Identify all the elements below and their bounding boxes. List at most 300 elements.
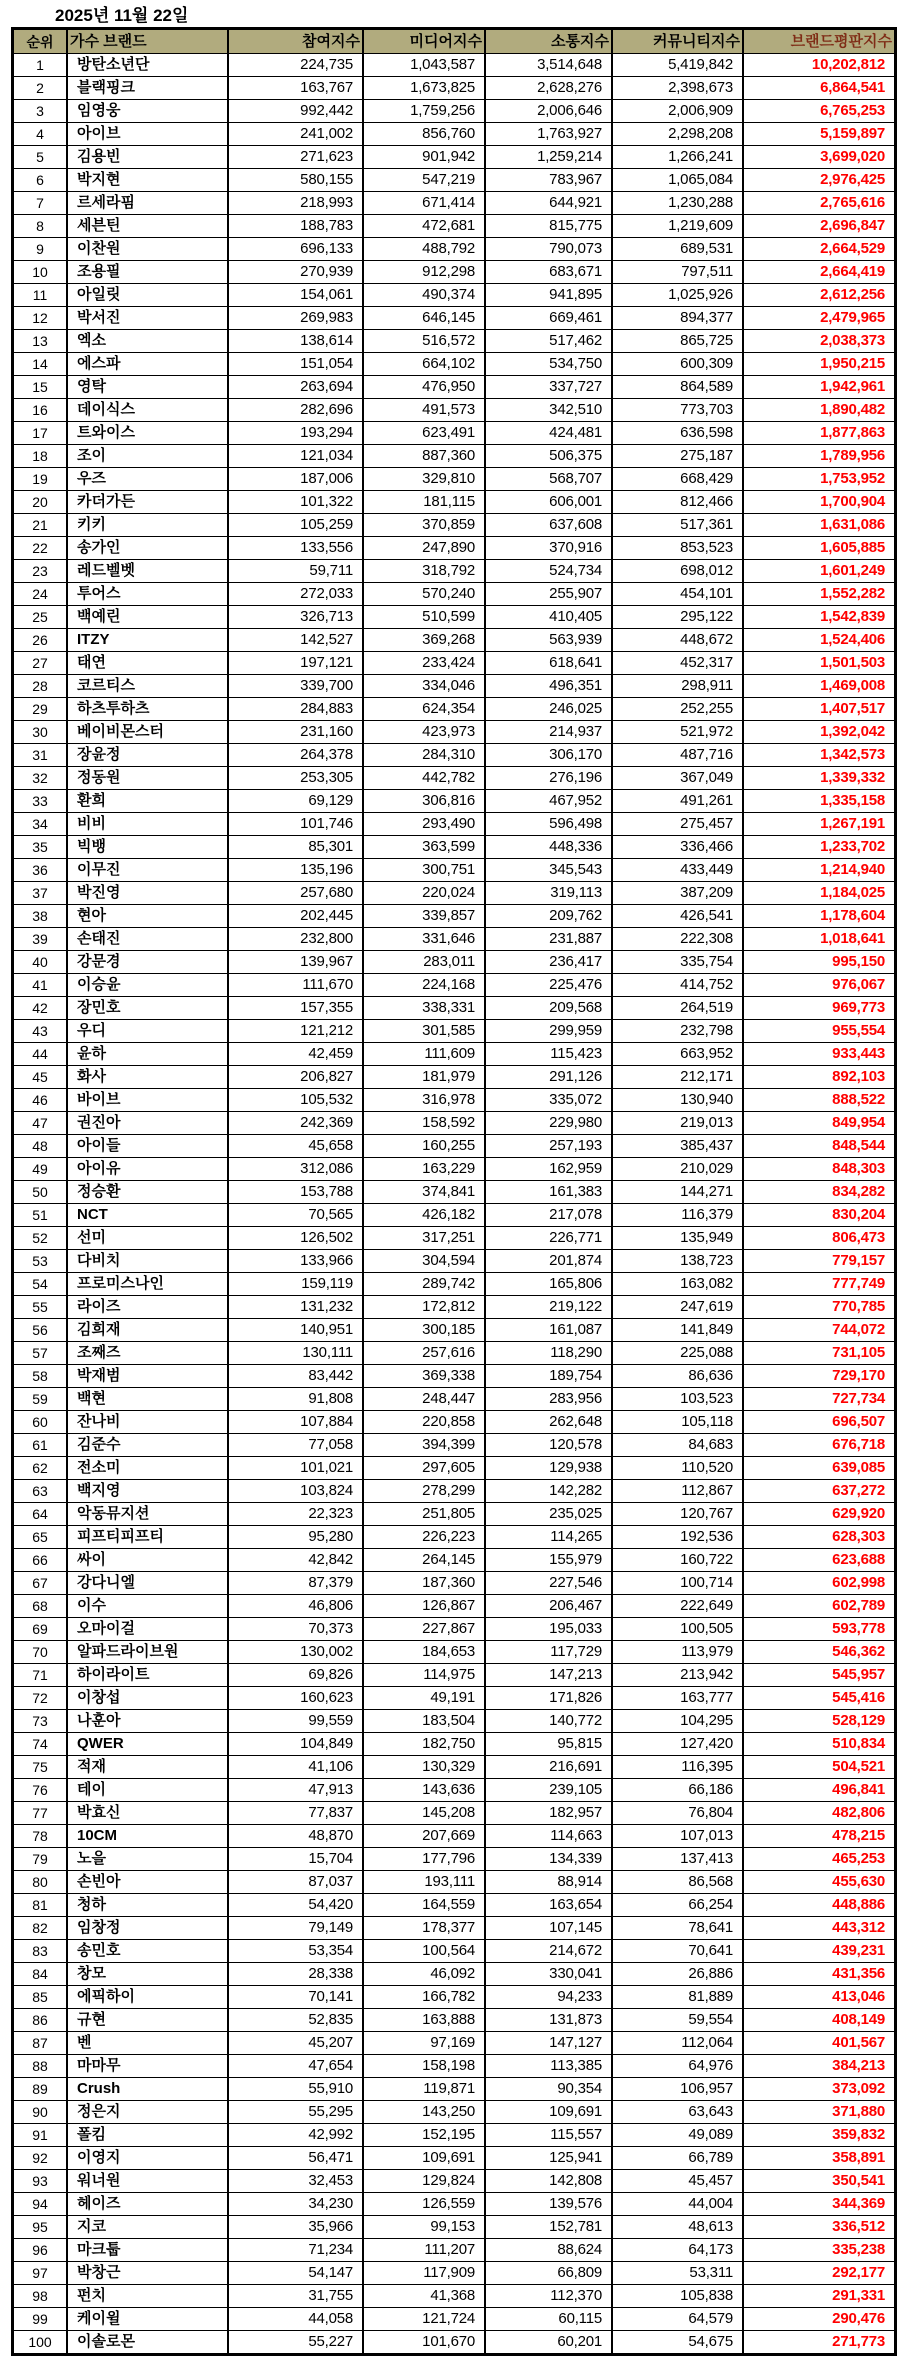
rank-cell: 80: [13, 1871, 68, 1894]
artist-cell: 아이들: [67, 1135, 228, 1158]
media-index-cell: 121,724: [363, 2308, 485, 2331]
participation-index-cell: 42,842: [228, 1549, 363, 1572]
community-index-cell: 112,064: [612, 2032, 743, 2055]
rank-cell: 34: [13, 813, 68, 836]
media-index-cell: 394,399: [363, 1434, 485, 1457]
media-index-cell: 101,670: [363, 2331, 485, 2355]
participation-index-cell: 284,883: [228, 698, 363, 721]
table-row: [13, 537, 896, 560]
reputation-index-cell: 431,356: [743, 1963, 896, 1986]
communication-index-cell: 534,750: [485, 353, 612, 376]
media-index-cell: 158,198: [363, 2055, 485, 2078]
media-index-cell: 164,559: [363, 1894, 485, 1917]
header-communication-index: 소통지수: [485, 29, 612, 54]
rank-cell: 29: [13, 698, 68, 721]
community-index-cell: 2,298,208: [612, 123, 743, 146]
table-row: [13, 77, 896, 100]
community-index-cell: 517,361: [612, 514, 743, 537]
media-index-cell: 339,857: [363, 905, 485, 928]
participation-index-cell: 696,133: [228, 238, 363, 261]
reputation-index-cell: 676,718: [743, 1434, 896, 1457]
participation-index-cell: 85,301: [228, 836, 363, 859]
table-row: [13, 445, 896, 468]
rank-cell: 100: [13, 2331, 68, 2355]
media-index-cell: 283,011: [363, 951, 485, 974]
artist-cell: 윤하: [67, 1043, 228, 1066]
table-row: [13, 2216, 896, 2239]
table-row: [13, 1365, 896, 1388]
table-row: [13, 2032, 896, 2055]
header-row: [13, 29, 896, 54]
communication-index-cell: 217,078: [485, 1204, 612, 1227]
community-index-cell: 426,541: [612, 905, 743, 928]
communication-index-cell: 669,461: [485, 307, 612, 330]
media-index-cell: 177,796: [363, 1848, 485, 1871]
media-index-cell: 363,599: [363, 836, 485, 859]
participation-index-cell: 59,711: [228, 560, 363, 583]
communication-index-cell: 239,105: [485, 1779, 612, 1802]
rank-cell: 90: [13, 2101, 68, 2124]
rank-cell: 69: [13, 1618, 68, 1641]
community-index-cell: 107,013: [612, 1825, 743, 1848]
participation-index-cell: 22,323: [228, 1503, 363, 1526]
table-row: [13, 1388, 896, 1411]
rank-cell: 8: [13, 215, 68, 238]
report-date: 2025년 11월 22일: [55, 6, 189, 25]
media-index-cell: 158,592: [363, 1112, 485, 1135]
rank-cell: 13: [13, 330, 68, 353]
reputation-index-cell: 1,890,482: [743, 399, 896, 422]
communication-index-cell: 195,033: [485, 1618, 612, 1641]
community-index-cell: 130,940: [612, 1089, 743, 1112]
community-index-cell: 600,309: [612, 353, 743, 376]
table-row: [13, 1457, 896, 1480]
media-index-cell: 423,973: [363, 721, 485, 744]
rank-cell: 46: [13, 1089, 68, 1112]
reputation-index-cell: 602,789: [743, 1595, 896, 1618]
reputation-index-cell: 290,476: [743, 2308, 896, 2331]
participation-index-cell: 77,058: [228, 1434, 363, 1457]
reputation-index-cell: 933,443: [743, 1043, 896, 1066]
participation-index-cell: 28,338: [228, 1963, 363, 1986]
rank-cell: 97: [13, 2262, 68, 2285]
table-row: [13, 238, 896, 261]
reputation-index-cell: 373,092: [743, 2078, 896, 2101]
community-index-cell: 103,523: [612, 1388, 743, 1411]
communication-index-cell: 140,772: [485, 1710, 612, 1733]
participation-index-cell: 46,806: [228, 1595, 363, 1618]
communication-index-cell: 342,510: [485, 399, 612, 422]
participation-index-cell: 52,835: [228, 2009, 363, 2032]
participation-index-cell: 47,913: [228, 1779, 363, 1802]
media-index-cell: 329,810: [363, 468, 485, 491]
media-index-cell: 306,816: [363, 790, 485, 813]
table-row: [13, 468, 896, 491]
reputation-index-cell: 1,214,940: [743, 859, 896, 882]
reputation-index-cell: 848,303: [743, 1158, 896, 1181]
reputation-index-cell: 969,773: [743, 997, 896, 1020]
media-index-cell: 227,867: [363, 1618, 485, 1641]
communication-index-cell: 147,213: [485, 1664, 612, 1687]
media-index-cell: 1,673,825: [363, 77, 485, 100]
reputation-index-cell: 1,267,191: [743, 813, 896, 836]
community-index-cell: 26,886: [612, 1963, 743, 1986]
communication-index-cell: 255,907: [485, 583, 612, 606]
reputation-index-cell: 478,215: [743, 1825, 896, 1848]
rank-cell: 33: [13, 790, 68, 813]
table-row: [13, 1503, 896, 1526]
reputation-index-cell: 1,178,604: [743, 905, 896, 928]
reputation-index-cell: 528,129: [743, 1710, 896, 1733]
communication-index-cell: 206,467: [485, 1595, 612, 1618]
community-index-cell: 1,230,288: [612, 192, 743, 215]
table-row: [13, 2285, 896, 2308]
participation-index-cell: 111,670: [228, 974, 363, 997]
rank-cell: 10: [13, 261, 68, 284]
artist-cell: 코르티스: [67, 675, 228, 698]
communication-index-cell: 246,025: [485, 698, 612, 721]
artist-cell: 헤이즈: [67, 2193, 228, 2216]
rank-cell: 21: [13, 514, 68, 537]
reputation-index-cell: 696,507: [743, 1411, 896, 1434]
media-index-cell: 570,240: [363, 583, 485, 606]
media-index-cell: 318,792: [363, 560, 485, 583]
table-row: [13, 100, 896, 123]
participation-index-cell: 140,951: [228, 1319, 363, 1342]
community-index-cell: 70,641: [612, 1940, 743, 1963]
rank-cell: 91: [13, 2124, 68, 2147]
reputation-index-cell: 806,473: [743, 1227, 896, 1250]
community-index-cell: 192,536: [612, 1526, 743, 1549]
reputation-index-cell: 496,841: [743, 1779, 896, 1802]
communication-index-cell: 152,781: [485, 2216, 612, 2239]
media-index-cell: 369,268: [363, 629, 485, 652]
reputation-index-cell: 1,018,641: [743, 928, 896, 951]
community-index-cell: 298,911: [612, 675, 743, 698]
media-index-cell: 111,609: [363, 1043, 485, 1066]
participation-index-cell: 101,021: [228, 1457, 363, 1480]
media-index-cell: 300,185: [363, 1319, 485, 1342]
reputation-index-cell: 350,541: [743, 2170, 896, 2193]
community-index-cell: 864,589: [612, 376, 743, 399]
rank-cell: 87: [13, 2032, 68, 2055]
media-index-cell: 251,805: [363, 1503, 485, 1526]
community-index-cell: 144,271: [612, 1181, 743, 1204]
participation-index-cell: 34,230: [228, 2193, 363, 2216]
community-index-cell: 487,716: [612, 744, 743, 767]
media-index-cell: 183,504: [363, 1710, 485, 1733]
community-index-cell: 797,511: [612, 261, 743, 284]
media-index-cell: 887,360: [363, 445, 485, 468]
communication-index-cell: 1,259,214: [485, 146, 612, 169]
participation-index-cell: 54,420: [228, 1894, 363, 1917]
community-index-cell: 100,505: [612, 1618, 743, 1641]
participation-index-cell: 55,910: [228, 2078, 363, 2101]
artist-cell: 박효신: [67, 1802, 228, 1825]
reputation-index-cell: 1,342,573: [743, 744, 896, 767]
rank-cell: 53: [13, 1250, 68, 1273]
artist-cell: 화사: [67, 1066, 228, 1089]
reputation-index-cell: 439,231: [743, 1940, 896, 1963]
rank-cell: 57: [13, 1342, 68, 1365]
reputation-index-cell: 1,552,282: [743, 583, 896, 606]
participation-index-cell: 130,111: [228, 1342, 363, 1365]
rank-cell: 5: [13, 146, 68, 169]
communication-index-cell: 262,648: [485, 1411, 612, 1434]
artist-cell: 케이윌: [67, 2308, 228, 2331]
table-body: [13, 54, 896, 2355]
table-row: [13, 836, 896, 859]
artist-cell: 세븐틴: [67, 215, 228, 238]
rank-cell: 43: [13, 1020, 68, 1043]
table-row: [13, 1158, 896, 1181]
media-index-cell: 181,115: [363, 491, 485, 514]
artist-cell: 르세라핌: [67, 192, 228, 215]
reputation-index-cell: 1,501,503: [743, 652, 896, 675]
artist-cell: 펀치: [67, 2285, 228, 2308]
reputation-index-cell: 2,664,419: [743, 261, 896, 284]
participation-index-cell: 242,369: [228, 1112, 363, 1135]
community-index-cell: 275,187: [612, 445, 743, 468]
community-index-cell: 86,568: [612, 1871, 743, 1894]
reputation-index-cell: 545,416: [743, 1687, 896, 1710]
reputation-index-cell: 443,312: [743, 1917, 896, 1940]
communication-index-cell: 790,073: [485, 238, 612, 261]
rank-cell: 32: [13, 767, 68, 790]
participation-index-cell: 188,783: [228, 215, 363, 238]
rank-cell: 95: [13, 2216, 68, 2239]
participation-index-cell: 69,826: [228, 1664, 363, 1687]
communication-index-cell: 644,921: [485, 192, 612, 215]
reputation-index-cell: 1,950,215: [743, 353, 896, 376]
media-index-cell: 623,491: [363, 422, 485, 445]
participation-index-cell: 32,453: [228, 2170, 363, 2193]
communication-index-cell: 330,041: [485, 1963, 612, 1986]
table-row: [13, 790, 896, 813]
communication-index-cell: 683,671: [485, 261, 612, 284]
reputation-index-cell: 2,038,373: [743, 330, 896, 353]
communication-index-cell: 563,939: [485, 629, 612, 652]
media-index-cell: 49,191: [363, 1687, 485, 1710]
participation-index-cell: 101,746: [228, 813, 363, 836]
communication-index-cell: 182,957: [485, 1802, 612, 1825]
participation-index-cell: 95,280: [228, 1526, 363, 1549]
community-index-cell: 213,942: [612, 1664, 743, 1687]
communication-index-cell: 165,806: [485, 1273, 612, 1296]
reputation-index-cell: 602,998: [743, 1572, 896, 1595]
artist-cell: 현아: [67, 905, 228, 928]
communication-index-cell: 227,546: [485, 1572, 612, 1595]
communication-index-cell: 161,087: [485, 1319, 612, 1342]
community-index-cell: 452,317: [612, 652, 743, 675]
reputation-index-cell: 770,785: [743, 1296, 896, 1319]
table-row: [13, 560, 896, 583]
reputation-index-cell: 336,512: [743, 2216, 896, 2239]
community-index-cell: 894,377: [612, 307, 743, 330]
reputation-index-cell: 344,369: [743, 2193, 896, 2216]
table-row: [13, 2193, 896, 2216]
artist-cell: 키키: [67, 514, 228, 537]
table-row: [13, 1342, 896, 1365]
table-row: [13, 1296, 896, 1319]
media-index-cell: 143,636: [363, 1779, 485, 1802]
reputation-index-cell: 848,544: [743, 1135, 896, 1158]
communication-index-cell: 257,193: [485, 1135, 612, 1158]
reputation-index-cell: 1,542,839: [743, 606, 896, 629]
participation-index-cell: 187,006: [228, 468, 363, 491]
participation-index-cell: 197,121: [228, 652, 363, 675]
rank-cell: 66: [13, 1549, 68, 1572]
table-row: [13, 1204, 896, 1227]
community-index-cell: 64,173: [612, 2239, 743, 2262]
rank-cell: 82: [13, 1917, 68, 1940]
artist-cell: 장윤정: [67, 744, 228, 767]
media-index-cell: 300,751: [363, 859, 485, 882]
communication-index-cell: 139,576: [485, 2193, 612, 2216]
reputation-index-cell: 779,157: [743, 1250, 896, 1273]
media-index-cell: 369,338: [363, 1365, 485, 1388]
table-row: [13, 1480, 896, 1503]
participation-index-cell: 56,471: [228, 2147, 363, 2170]
table-row: [13, 951, 896, 974]
reputation-index-cell: 455,630: [743, 1871, 896, 1894]
rank-cell: 41: [13, 974, 68, 997]
media-index-cell: 247,890: [363, 537, 485, 560]
reputation-index-cell: 1,335,158: [743, 790, 896, 813]
community-index-cell: 54,675: [612, 2331, 743, 2355]
media-index-cell: 1,759,256: [363, 100, 485, 123]
header-participation-index: 참여지수: [228, 29, 363, 54]
artist-cell: 알파드라이브원: [67, 1641, 228, 1664]
participation-index-cell: 339,700: [228, 675, 363, 698]
artist-cell: Crush: [67, 2078, 228, 2101]
media-index-cell: 426,182: [363, 1204, 485, 1227]
rank-cell: 65: [13, 1526, 68, 1549]
communication-index-cell: 163,654: [485, 1894, 612, 1917]
reputation-index-cell: 830,204: [743, 1204, 896, 1227]
community-index-cell: 335,754: [612, 951, 743, 974]
media-index-cell: 278,299: [363, 1480, 485, 1503]
rank-cell: 74: [13, 1733, 68, 1756]
reputation-index-cell: 1,700,904: [743, 491, 896, 514]
media-index-cell: 160,255: [363, 1135, 485, 1158]
communication-index-cell: 216,691: [485, 1756, 612, 1779]
table-row: [13, 2239, 896, 2262]
media-index-cell: 547,219: [363, 169, 485, 192]
reputation-index-cell: 6,864,541: [743, 77, 896, 100]
artist-cell: 트와이스: [67, 422, 228, 445]
reputation-index-cell: 2,765,616: [743, 192, 896, 215]
media-index-cell: 646,145: [363, 307, 485, 330]
participation-index-cell: 105,532: [228, 1089, 363, 1112]
header-brand-reputation-index: 브랜드평판지수: [743, 29, 896, 54]
artist-cell: 조이: [67, 445, 228, 468]
media-index-cell: 111,207: [363, 2239, 485, 2262]
reputation-index-cell: 1,407,517: [743, 698, 896, 721]
communication-index-cell: 496,351: [485, 675, 612, 698]
table-row: [13, 1710, 896, 1733]
table-row: [13, 813, 896, 836]
rank-cell: 52: [13, 1227, 68, 1250]
participation-index-cell: 264,378: [228, 744, 363, 767]
table-row: [13, 1848, 896, 1871]
table-row: [13, 1434, 896, 1457]
rank-cell: 94: [13, 2193, 68, 2216]
communication-index-cell: 596,498: [485, 813, 612, 836]
rank-cell: 56: [13, 1319, 68, 1342]
reputation-index-cell: 371,880: [743, 2101, 896, 2124]
participation-index-cell: 55,227: [228, 2331, 363, 2355]
communication-index-cell: 125,941: [485, 2147, 612, 2170]
communication-index-cell: 335,072: [485, 1089, 612, 1112]
rank-cell: 63: [13, 1480, 68, 1503]
communication-index-cell: 337,727: [485, 376, 612, 399]
communication-index-cell: 370,916: [485, 537, 612, 560]
participation-index-cell: 87,037: [228, 1871, 363, 1894]
participation-index-cell: 153,788: [228, 1181, 363, 1204]
participation-index-cell: 48,870: [228, 1825, 363, 1848]
participation-index-cell: 163,767: [228, 77, 363, 100]
rank-cell: 11: [13, 284, 68, 307]
table-row: [13, 146, 896, 169]
media-index-cell: 488,792: [363, 238, 485, 261]
rank-cell: 39: [13, 928, 68, 951]
table-row: [13, 2170, 896, 2193]
artist-cell: 백예린: [67, 606, 228, 629]
table-row: [13, 514, 896, 537]
table-row: [13, 1319, 896, 1342]
artist-cell: 아일릿: [67, 284, 228, 307]
artist-cell: 에픽하이: [67, 1986, 228, 2009]
communication-index-cell: 424,481: [485, 422, 612, 445]
artist-cell: 조용필: [67, 261, 228, 284]
table-row: [13, 399, 896, 422]
rank-cell: 54: [13, 1273, 68, 1296]
reputation-index-cell: 1,877,863: [743, 422, 896, 445]
table-row: [13, 905, 896, 928]
community-index-cell: 105,838: [612, 2285, 743, 2308]
community-index-cell: 698,012: [612, 560, 743, 583]
communication-index-cell: 142,282: [485, 1480, 612, 1503]
communication-index-cell: 131,873: [485, 2009, 612, 2032]
table-row: [13, 1089, 896, 1112]
media-index-cell: 130,329: [363, 1756, 485, 1779]
rank-cell: 9: [13, 238, 68, 261]
table-row: [13, 859, 896, 882]
community-index-cell: 81,889: [612, 1986, 743, 2009]
artist-cell: 10CM: [67, 1825, 228, 1848]
media-index-cell: 187,360: [363, 1572, 485, 1595]
rank-cell: 92: [13, 2147, 68, 2170]
communication-index-cell: 90,354: [485, 2078, 612, 2101]
artist-cell: 권진아: [67, 1112, 228, 1135]
artist-cell: 카더가든: [67, 491, 228, 514]
communication-index-cell: 618,641: [485, 652, 612, 675]
artist-cell: 장민호: [67, 997, 228, 1020]
artist-cell: 하이라이트: [67, 1664, 228, 1687]
rank-cell: 58: [13, 1365, 68, 1388]
artist-cell: 오마이걸: [67, 1618, 228, 1641]
participation-index-cell: 101,322: [228, 491, 363, 514]
artist-cell: 조째즈: [67, 1342, 228, 1365]
table-row: [13, 1641, 896, 1664]
table-row: [13, 767, 896, 790]
community-index-cell: 454,101: [612, 583, 743, 606]
community-index-cell: 53,311: [612, 2262, 743, 2285]
table-row: [13, 1250, 896, 1273]
artist-cell: 백지영: [67, 1480, 228, 1503]
rank-cell: 38: [13, 905, 68, 928]
